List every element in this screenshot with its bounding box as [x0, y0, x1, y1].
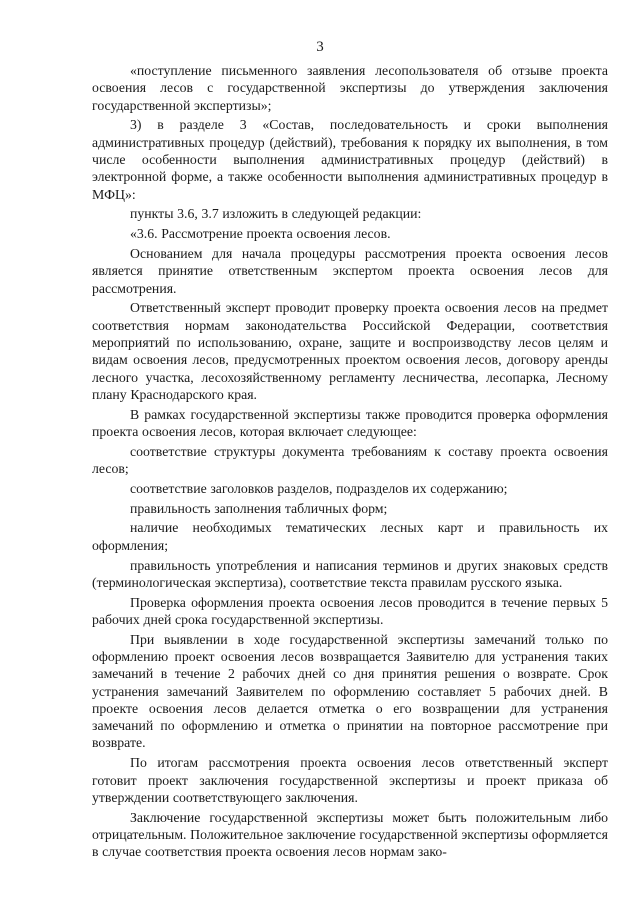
paragraph-expert-review: Ответственный эксперт проводит проверку проекта освоения лесов на предмет соответствия нормам законодательства Российской Федерации, соответствия мероприятий по использованию, охране, защите и воспроизводству лесов целям и видам освоения лесов, предусмотренных проектом освоения лесов, договору аренды лесного участка, лесохозяйственному регламенту лесничества, лесопарка, Лесному плану Краснодарского края.	[92, 300, 608, 402]
paragraph-formatting-deadline: Проверка оформления проекта освоения лесов проводится в течение первых 5 рабочих дней срока государственной экспертизы.	[92, 594, 608, 627]
list-item-table-forms: правильность заполнения табличных форм;	[130, 500, 388, 516]
paragraph-withdrawal-clause: «поступление письменного заявления лесопользователя об отзыве проекта освоения лесов с государственной экспертизы до утверждения заключения государственной экспертизы»;	[92, 63, 608, 113]
paragraph-conclusion-types: Заключение государственной экспертизы может быть положительным либо отрицательным. Положительное заключение государственной экспертизы оформляется в случае соответствия проекта освоения лесов нормам зако-	[92, 809, 608, 860]
list-item-thematic-maps: наличие необходимых тематических лесных карт и правильность их оформления;	[92, 520, 608, 553]
paragraph-item-3-6-heading: «3.6. Рассмотрение проекта освоения лесов.	[130, 226, 391, 242]
paragraph-remarks-return: При выявлении в ходе государственной экспертизы замечаний только по оформлению проект освоения лесов возвращается Заявителю для устранения таких замечаний в течение 2 рабочих дней со дня принятия решения о возврате. Срок устранения замечаний Заявителем по оформлению составляет 5 рабочих дней. В проекте освоения лесов делается отметка о его возвращении для устранения замечаний по оформлению и отметка о принятии на повторное рассмотрение при возврате.	[92, 631, 608, 751]
paragraph-conclusion-draft: По итогам рассмотрения проекта освоения лесов ответственный эксперт готовит проект заключения государственной экспертизы и проект приказа об утверждении соответствующего заключения.	[92, 755, 608, 805]
list-item-structure-compliance: соответствие структуры документа требованиям к составу проекта освоения лесов;	[92, 443, 608, 477]
paragraph-procedure-basis: Основанием для начала процедуры рассмотрения проекта освоения лесов является принятие ответственным экспертом проекта освоения лесов для рассмотрения.	[92, 245, 608, 296]
list-item-headings-compliance: соответствие заголовков разделов, подразделов их содержанию;	[130, 480, 508, 496]
page-number: 3	[316, 39, 324, 55]
document-body	[92, 62, 608, 863]
paragraph-items-restatement: пункты 3.6, 3.7 изложить в следующей редакции:	[130, 206, 422, 222]
paragraph-section-3-amendment: 3) в разделе 3 «Состав, последовательность и сроки выполнения административных процедур (действий), требования к порядку их выполнения, в том числе особенности выполнения административных процедур (действий) в электронной форме, а также особенности выполнения административных процедур в МФЦ»:	[92, 117, 608, 202]
paragraph-formatting-check: В рамках государственной экспертизы также проводится проверка оформления проекта освоения лесов, которая включает следующее:	[92, 406, 608, 439]
list-item-terminology: правильность употребления и написания терминов и других знаковых средств (терминологическая экспертиза), соответствие текста правилам русского языка.	[92, 557, 608, 590]
